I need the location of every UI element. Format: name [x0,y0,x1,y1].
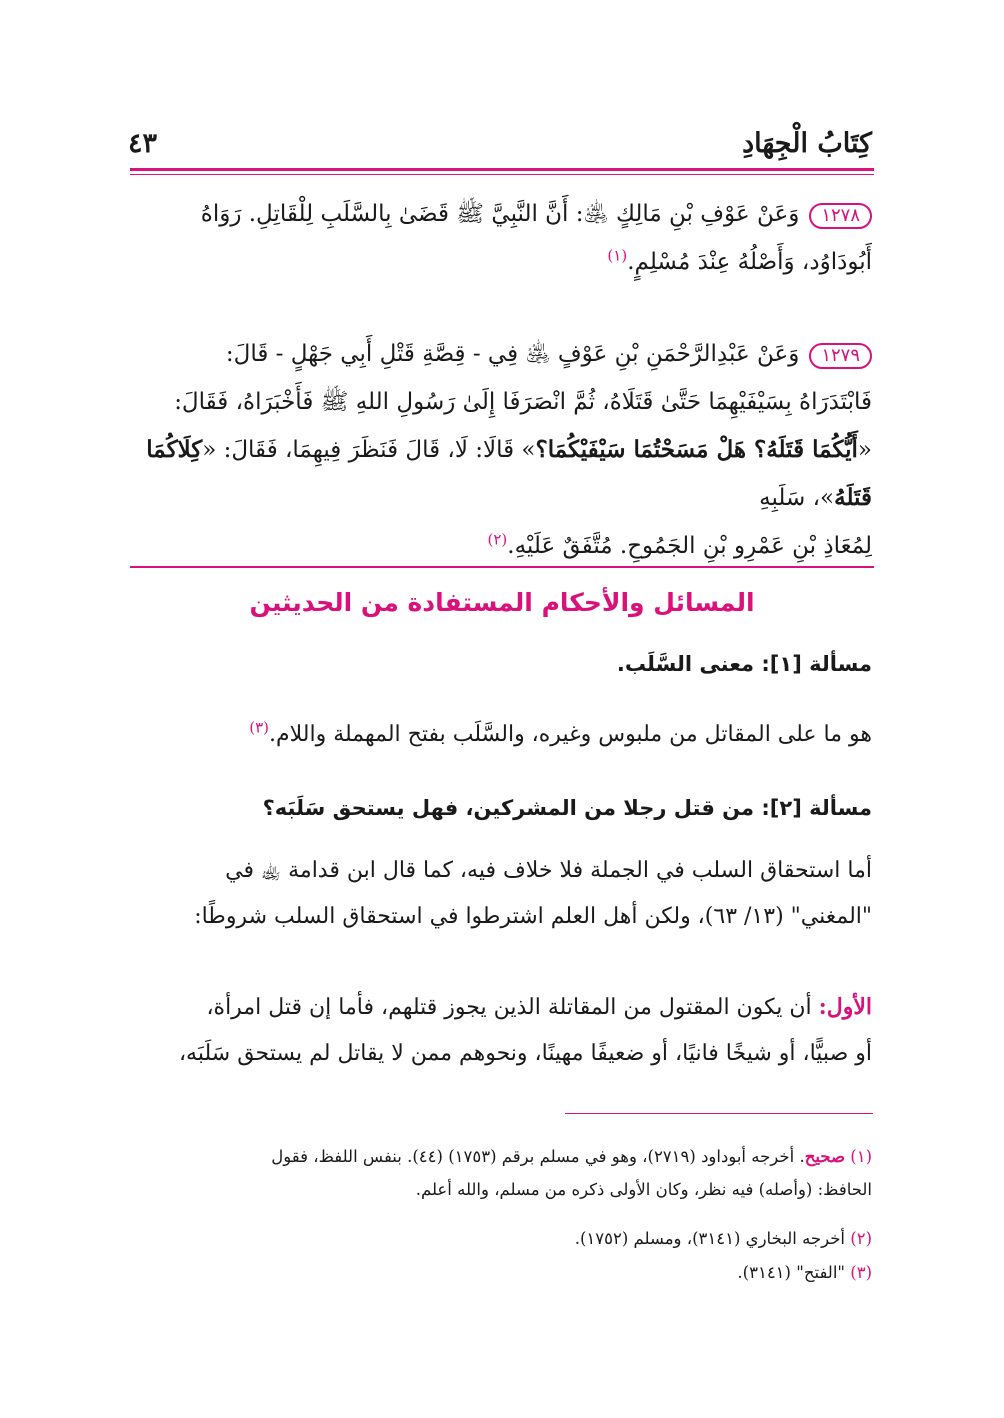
paragraph-first-condition [128,984,872,1077]
paragraph-line [128,984,872,1031]
hadith-line [128,378,872,522]
footnote-3 [128,1256,872,1289]
issue-heading-1 [128,652,872,676]
footnote-line [128,1140,872,1173]
paragraph-text: هو ما على المقاتل من ملبوس وغيره، والسَّلَب بفتح المهملة واللام. [269,722,872,747]
hadith-line [128,330,872,378]
prophet-quote: كِلَاكُمَا قَتَلَهُ [146,436,872,511]
hadith-grade: صحيح [804,1147,845,1166]
issue-title: من قتل رجلا من المشركين، فهل يستحق سَلَبَه؟ [262,796,755,820]
footnote-ref: (١) [607,246,628,265]
prophet-quote: أَيُّكُمَا قَتَلَهُ؟ هَلْ مَسَحْتُمَا سَيْفَيْكُمَا؟ [535,436,858,463]
footnote-text: أخرجه البخاري (٣١٤١)، ومسلم (١٧٥٢). [574,1229,845,1248]
hadith-line [128,190,872,238]
paragraph-line: أما استحقاق السلب في الجملة فلا خلاف فيه، كما قال ابن قدامة ﵀ في [225,858,872,883]
paragraph-line: أو صبيًّا، أو شيخًا فانيًا، أو ضعيفًا مهينًا، ونحوهم ممن لا يقاتل لم يستحق سَلَبَه، [178,1041,872,1066]
issue-label: مسألة [٢]: [761,796,872,820]
issue-title: معنى السَّلَب. [616,652,755,676]
hadith-text: وَعَنْ عَبْدِالرَّحْمَنِ بْنِ عَوْفٍ ﵁ فِي - قِصَّةِ قَتْلِ أَبِي جَهْلٍ - قَالَ: [225,341,800,367]
header-rule-thin [130,174,874,175]
hadith-line [128,238,872,286]
footnote-line: الحافظ: (وأصله) فيه نظر، وكان الأولى ذكره من مسلم، والله أعلم. [415,1180,872,1199]
condition-label: الأول: [818,994,872,1020]
hadith-1278 [128,190,872,286]
paragraph-line: "المغني" (١٣/ ٦٣)، ولكن أهل العلم اشترطوا في استحقاق السلب شروطًا: [194,904,872,929]
footnote-divider [565,1113,873,1114]
hadith-line [128,522,872,570]
paragraph-salab [128,712,872,758]
hadith-text: لِمُعَاذِ بْنِ عَمْرِو بْنِ الجَمُوحِ. مُتَّفَقٌ عَلَيْهِ. [507,533,872,559]
footnote-ref: (٢) [487,530,508,549]
hadith-text: »، سَلَبِهِ [759,485,835,511]
footnote-mark: (٣) [850,1263,872,1282]
footnote-ref: (٣) [249,718,270,737]
paragraph-istihqaq [128,848,872,940]
footnote-1 [128,1140,872,1206]
hadith-text: » قَالَا: لَا، قَالَ فَنَظَرَ فِيهِمَا، فَقَالَ: « [202,437,536,463]
hadith-1279 [128,330,872,570]
hadith-number-badge: ١٢٧٩ [809,343,872,369]
footnote-2 [128,1222,872,1255]
page-number: ٤٣ [128,128,158,159]
section-divider [130,566,874,568]
hadith-number-badge: ١٢٧٨ [809,203,872,229]
issue-heading-2 [128,796,872,820]
section-title: المسائل والأحكام المستفادة من الحديثين [249,588,755,617]
hadith-text: وَعَنْ عَوْفِ بْنِ مَالِكٍ ﵁: أَنَّ النَّبِيَّ ﷺ قَضَىٰ بِالسَّلَبِ لِلْقَاتِلِ. رَوَاهُ [200,201,800,227]
footnote-mark: (٢) [850,1229,872,1248]
header-rule [130,168,874,171]
footnote-mark: (١) [850,1147,872,1166]
footnote-text: . أخرجه أبوداود (٢٧١٩)، وهو في مسلم برقم (١٧٥٣) (٤٤). بنفس اللفظ، فقول [271,1147,805,1166]
footnote-text: "الفتح" (٣١٤١). [737,1263,845,1282]
hadith-text: أَبُودَاوُد، وَأَصْلُهُ عِنْدَ مُسْلِمٍ. [627,249,872,275]
book-title: كِتَابُ الْجِهَادِ [742,128,872,159]
paragraph-text: أن يكون المقتول من المقاتلة الذين يجوز قتلهم، فأما إن قتل امرأة، [206,995,812,1020]
issue-label: مسألة [١]: [761,652,872,676]
hadith-text: فَابْتَدَرَاهُ بِسَيْفَيْهِمَا حَتَّىٰ قَتَلَاهُ، ثُمَّ انْصَرَفَا إِلَىٰ رَسُولِ اللهِ ﷺ فَأَخْبَرَاهُ، فَقَالَ: « [174,389,872,463]
